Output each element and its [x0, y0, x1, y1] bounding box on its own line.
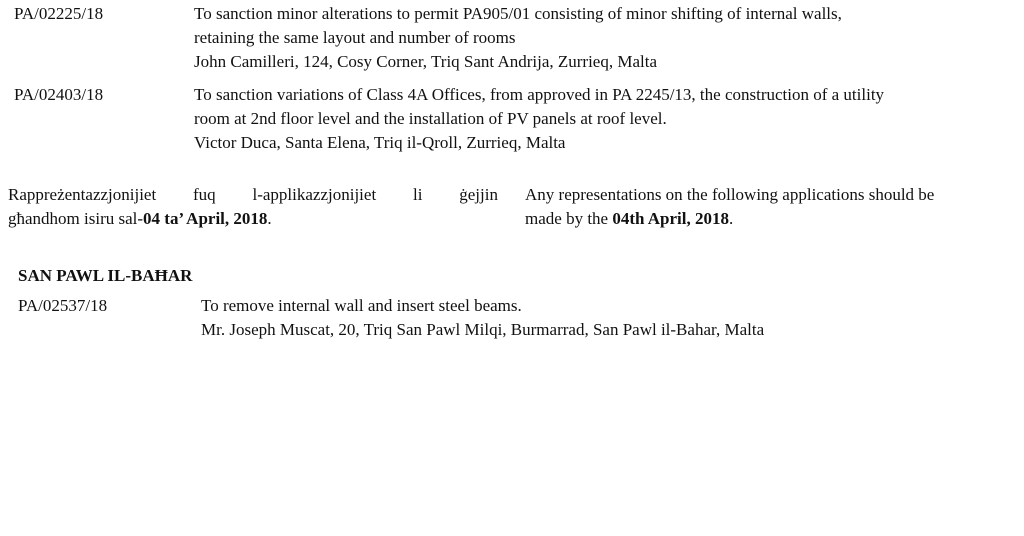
application-description [201, 294, 1021, 342]
notice-line: Any representations on the following applications should be [525, 185, 935, 204]
notice-word: fuq [193, 185, 216, 204]
description-line: retaining the same layout and number of rooms [194, 28, 516, 47]
notice-text: . [267, 209, 272, 228]
notice-word: Rappreżentazzjonijiet [8, 185, 157, 204]
notice-line [525, 207, 1020, 231]
description-line: To remove internal wall and insert steel beams. [201, 296, 522, 315]
notice-line [8, 207, 498, 231]
notice-text: made by the [525, 209, 613, 228]
application-reference: PA/02225/18 [14, 4, 104, 23]
notice-line [8, 183, 498, 207]
deadline-date: 04th April, 2018 [612, 209, 729, 228]
description-line: To sanction minor alterations to permit PA905/01 consisting of minor shifting of internal walls, [194, 4, 842, 23]
description-line: To sanction variations of Class 4A Offices, from approved in PA 2245/13, the construction of a utility [194, 85, 885, 104]
applicant-address: John Camilleri, 124, Cosy Corner, Triq Sant Andrija, Zurrieq, Malta [194, 52, 658, 71]
notice-text: . [729, 209, 734, 228]
notice-word: li [413, 185, 423, 204]
representation-notice-english [525, 183, 1020, 231]
application-reference: PA/02403/18 [14, 85, 104, 104]
description-line: room at 2nd floor level and the installation of PV panels at roof level. [194, 109, 667, 128]
notice-word: l-applikazzjonijiet [252, 185, 377, 204]
applicant-address: Victor Duca, Santa Elena, Triq il-Qroll, Zurrieq, Malta [194, 133, 566, 152]
application-description [194, 2, 1014, 74]
notice-text: għandhom isiru sal- [8, 209, 144, 228]
locality-heading: SAN PAWL IL-BAĦAR [18, 266, 193, 285]
application-description [194, 83, 1014, 155]
application-reference: PA/02537/18 [18, 296, 108, 315]
deadline-date: 04 ta’ April, 2018 [143, 209, 268, 228]
representation-notice-maltese [8, 183, 498, 231]
notice-word: ġejjin [459, 185, 498, 204]
applicant-address: Mr. Joseph Muscat, 20, Triq San Pawl Milqi, Burmarrad, San Pawl il-Bahar, Malta [201, 320, 765, 339]
